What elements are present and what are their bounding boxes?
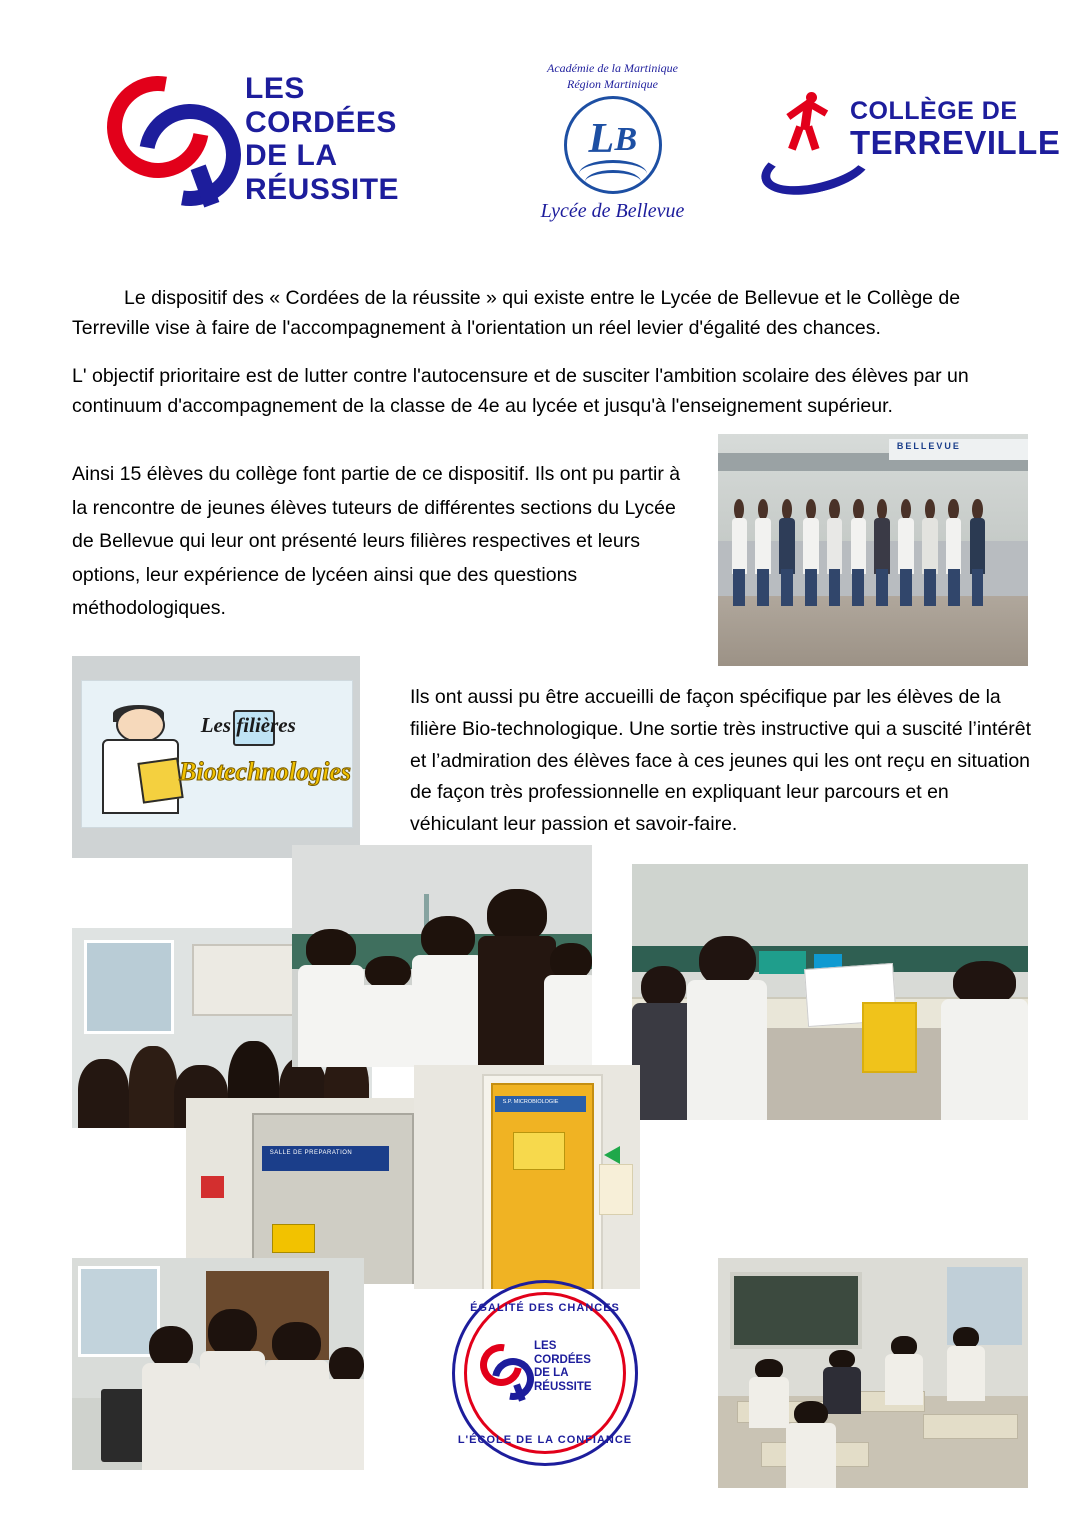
cordees-logo-line2: CORDÉES [245,105,397,139]
terreville-logo-line2: TERREVILLE [850,124,1061,161]
bellevue-academy-line2: Région Martinique [567,77,658,92]
photo-lab-coats [292,845,592,1067]
building-sign-text: BELLEVUE [896,440,961,451]
terreville-logo-text [850,98,1060,161]
terreville-logo-line1: COLLÈGE DE [850,97,1018,125]
photo-door-yellow [414,1065,640,1289]
cordees-logo-text [245,72,475,206]
seal-logo-line4: RÉUSSITE [534,1380,592,1393]
cordees-logo-line3: DE LA [245,139,338,173]
cordees-logo-line4: RÉUSSITE [245,172,400,206]
cordees-logo [105,60,465,220]
photo-group-entrance [718,434,1028,666]
door-sign-prep [262,1146,389,1170]
paragraph-students: Ainsi 15 élèves du collège font partie de ce dispositif. Ils ont pu partir à la rencontre de jeunes élèves tuteurs de différentes sections du Lycée de Bellevue qui leur ont présenté leurs filières respectives et leurs options, leur expérience de lycéen ainsi que des questions méthodologiques. [72,463,681,620]
terreville-logo [760,90,1061,190]
illustrated-scientist [92,705,184,813]
cordees-mark-icon [105,70,235,210]
photo-door-prep [186,1098,440,1284]
wave-icon [585,170,641,185]
seal-egalite-des-chances [452,1280,638,1466]
photo-microscope [72,1258,364,1470]
seal-logo-line2: CORDÉES [534,1353,591,1366]
biohazard-icon [513,1132,565,1170]
paragraph-objective: L' objectif prioritaire est de lutter contre l'autocensure et de susciter l'ambition scolaire des élèves par un continuum d'accompagnement de la classe de 4e au lycée et jusqu'à l'enseignement supérieur. [72,365,969,417]
photo-classroom-right [718,1258,1028,1488]
students-group [724,499,1022,606]
paragraph-biotech: Ils ont aussi pu être accueilli de façon spécifique par les élèves de la filière Bio-technologique. Une sortie très instructive qui a suscité l’intérêt et l’admiration des élèves face à ces jeunes qui les ont reçu en situation de façon très professionnelle en expliquant leur parcours et en véhiculant leur passion et savoir-faire. [410,686,1032,836]
cordees-mark-icon [478,1342,530,1400]
cordees-logo-line1: LES [245,72,305,105]
microscope-icon [101,1389,148,1461]
biohazard-icon [272,1224,315,1252]
bellevue-logo-name: Lycée de Bellevue [540,200,685,223]
banner-title-top: Les filières [200,713,296,738]
bellevue-monogram-left: L [588,116,615,163]
door-sign-prep-line1: SALLE DE PREPARATION [269,1150,353,1157]
bellevue-logo [505,60,720,235]
banner-title-bottom: Biotechnologies [179,756,351,786]
door-sign-microbiology-text: S.P. MICROBIOLOGIE [502,1098,559,1105]
door-sign-microbiology [495,1096,585,1112]
bellevue-emblem-icon [564,96,662,194]
bellevue-academy-line1: Académie de la Martinique [547,61,678,75]
paragraph-intro: Le dispositif des « Cordées de la réussite » qui existe entre le Lycée de Bellevue et le Collège de Terreville vise à faire de l'accompagnement à l'orientation un réel levier d'égalité des chances. [72,287,961,339]
photo-bench-work [632,864,1028,1120]
building-sign [889,439,1029,460]
arrow-icon [604,1146,620,1164]
seal-cordees-logo [478,1338,612,1404]
header-logos [0,45,1086,235]
seal-logo-line1: LES [534,1340,557,1352]
seal-logo-line3: DE LA [534,1367,569,1380]
bellevue-monogram-right: B [614,121,638,159]
photo-banner-biotechnologies [72,656,360,858]
seal-bottom-text: L'ÉCOLE DE LA CONFIANCE [457,1434,633,1446]
seal-top-text: ÉGALITÉ DES CHANCES [470,1302,620,1314]
